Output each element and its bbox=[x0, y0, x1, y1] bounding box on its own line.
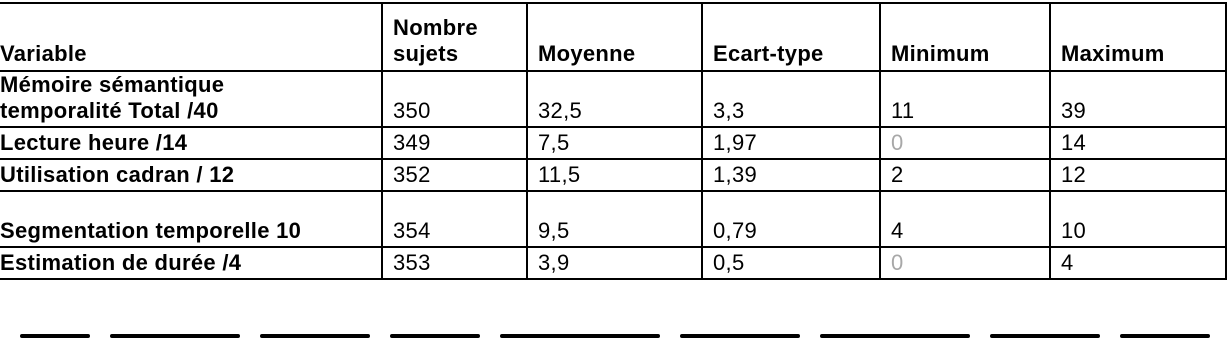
table-row bbox=[0, 127, 1226, 159]
row-moyenne: 3,9 bbox=[527, 247, 702, 279]
row-nombre-sujets: 353 bbox=[382, 247, 527, 279]
table-container bbox=[0, 2, 1227, 280]
table-row bbox=[0, 159, 1226, 191]
row-minimum: 4 bbox=[880, 191, 1050, 247]
row-maximum: 4 bbox=[1050, 247, 1226, 279]
row-variable-label: Mémoire sémantique temporalité Total /40 bbox=[0, 72, 225, 123]
row-variable: Lecture heure /14 bbox=[0, 127, 382, 159]
header-variable: Variable bbox=[0, 3, 382, 71]
table-header-row bbox=[0, 3, 1226, 71]
row-maximum: 10 bbox=[1050, 191, 1226, 247]
row-nombre-sujets: 350 bbox=[382, 71, 527, 127]
row-ecart-type: 3,3 bbox=[702, 71, 880, 127]
row-maximum: 39 bbox=[1050, 71, 1226, 127]
row-moyenne: 9,5 bbox=[527, 191, 702, 247]
row-moyenne: 7,5 bbox=[527, 127, 702, 159]
table-row bbox=[0, 71, 1226, 127]
row-minimum: 11 bbox=[880, 71, 1050, 127]
row-moyenne: 11,5 bbox=[527, 159, 702, 191]
row-minimum: 2 bbox=[880, 159, 1050, 191]
statistics-table bbox=[0, 2, 1227, 280]
row-minimum: 0 bbox=[880, 247, 1050, 279]
header-nombre-sujets-label: Nombre sujets bbox=[393, 15, 478, 66]
row-minimum: 0 bbox=[880, 127, 1050, 159]
row-nombre-sujets: 352 bbox=[382, 159, 527, 191]
row-ecart-type: 0,79 bbox=[702, 191, 880, 247]
row-variable bbox=[0, 71, 382, 127]
row-variable bbox=[0, 191, 382, 247]
row-ecart-type: 1,97 bbox=[702, 127, 880, 159]
row-maximum: 12 bbox=[1050, 159, 1226, 191]
header-nombre-sujets bbox=[382, 3, 527, 71]
row-nombre-sujets: 349 bbox=[382, 127, 527, 159]
header-minimum: Minimum bbox=[880, 3, 1050, 71]
row-ecart-type: 0,5 bbox=[702, 247, 880, 279]
row-variable: Estimation de durée /4 bbox=[0, 247, 382, 279]
row-variable: Utilisation cadran / 12 bbox=[0, 159, 382, 191]
header-moyenne: Moyenne bbox=[527, 3, 702, 71]
table-row bbox=[0, 247, 1226, 279]
table-row bbox=[0, 191, 1226, 247]
cropped-text-line bbox=[0, 334, 1227, 344]
row-moyenne: 32,5 bbox=[527, 71, 702, 127]
header-ecart-type: Ecart-type bbox=[702, 3, 880, 71]
row-ecart-type: 1,39 bbox=[702, 159, 880, 191]
header-maximum: Maximum bbox=[1050, 3, 1226, 71]
row-variable-label: Segmentation temporelle 10 bbox=[0, 218, 302, 243]
row-maximum: 14 bbox=[1050, 127, 1226, 159]
row-nombre-sujets: 354 bbox=[382, 191, 527, 247]
